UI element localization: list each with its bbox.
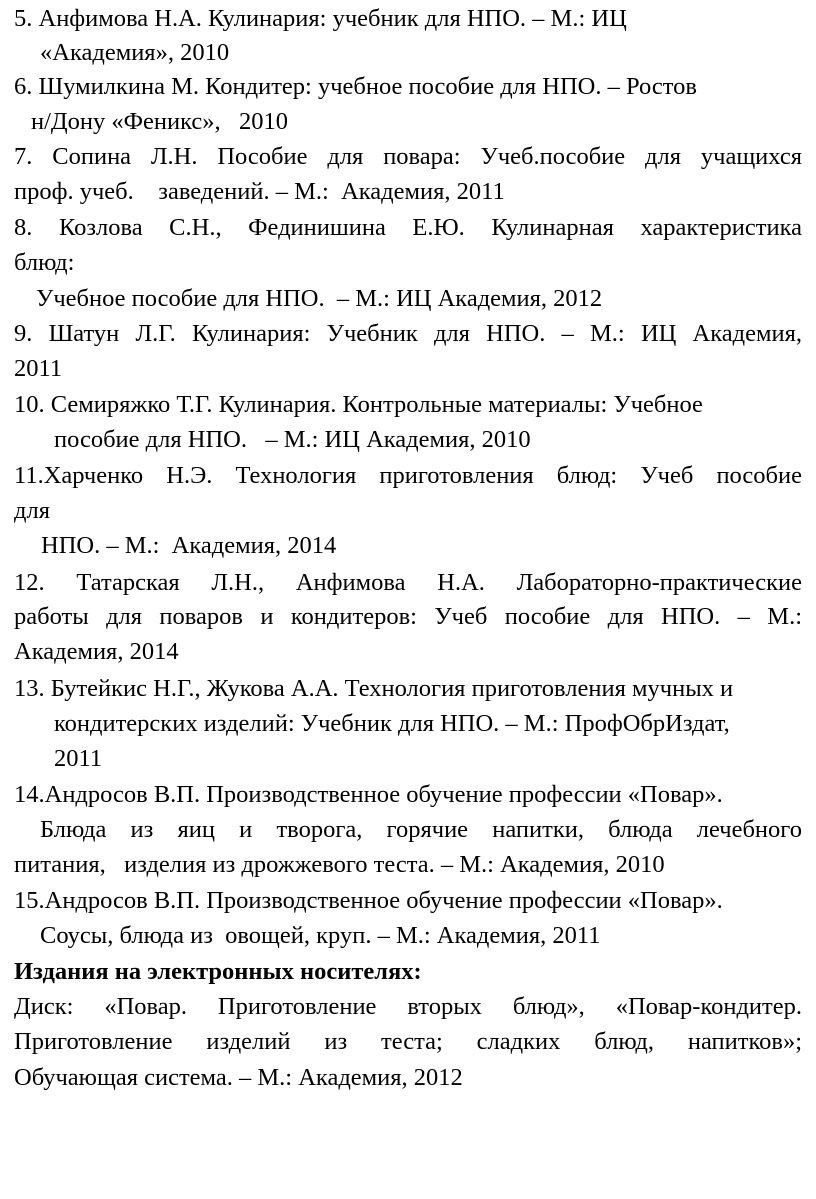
reference-line: проф. учеб. заведений. – М.: Академия, 2011 [14,178,505,205]
reference-line: 11.Харченко Н.Э. Технология приготовления блюд: Учеб пособие [14,462,802,489]
reference-line: 14.Андросов В.П. Производственное обучение профессии «Повар». [14,781,723,808]
reference-line: 8. Козлова С.Н., Фединишина Е.Ю. Кулинарная характеристика [14,214,802,241]
reference-line: Учебное пособие для НПО. – М.: ИЦ Академия, 2012 [36,285,603,312]
reference-line: 7. Сопина Л.Н. Пособие для повара: Учеб.пособие для учащихся [14,143,802,170]
reference-line: 15.Андросов В.П. Производственное обучение профессии «Повар». [14,887,723,914]
reference-line: 6. Шумилкина М. Кондитер: учебное пособие для НПО. – Ростов [14,73,697,100]
reference-line: 12. Татарская Л.Н., Анфимова Н.А. Лабораторно-практические [14,569,802,596]
reference-line: 13. Бутейкис Н.Г., Жукова А.А. Технология приготовления мучных и [14,675,734,702]
reference-line: Блюда из яиц и творога, горячие напитки, блюда лечебного [40,816,802,843]
reference-line: 9. Шатун Л.Г. Кулинария: Учебник для НПО. – М.: ИЦ Академия, [14,320,802,347]
reference-line: блюд: [14,249,75,276]
reference-line: кондитерских изделий: Учебник для НПО. – М.: ПрофОбрИздат, [54,710,730,737]
reference-line: НПО. – М.: Академия, 2014 [41,532,337,559]
reference-line: 5. Анфимова Н.А. Кулинария: учебник для НПО. – М.: ИЦ [14,5,627,32]
reference-line: Академия, 2014 [14,638,179,665]
reference-line: Соусы, блюда из овощей, круп. – М.: Академия, 2011 [40,922,601,949]
reference-line: «Академия», 2010 [40,39,230,66]
electronic-resource-line: Приготовление изделий из теста; сладких блюд, напитков»; [14,1028,802,1055]
electronic-resource-line: Обучающая система. – М.: Академия, 2012 [14,1064,463,1091]
reference-line: н/Дону «Феникс», 2010 [31,108,288,135]
reference-line: работы для поваров и кондитеров: Учеб пособие для НПО. – М.: [14,603,802,630]
electronic-resource-line: Диск: «Повар. Приготовление вторых блюд», «Повар-кондитер. [14,993,802,1020]
reference-line: 2011 [54,745,103,772]
reference-line: для [14,497,50,524]
section-heading: Издания на электронных носителях: [14,958,422,985]
reference-line: 2011 [14,355,63,382]
reference-line: 10. Семиряжко Т.Г. Кулинария. Контрольные материалы: Учебное [14,391,703,418]
reference-line: питания, изделия из дрожжевого теста. – М.: Академия, 2010 [14,851,665,878]
reference-line: пособие для НПО. – М.: ИЦ Академия, 2010 [54,426,531,453]
